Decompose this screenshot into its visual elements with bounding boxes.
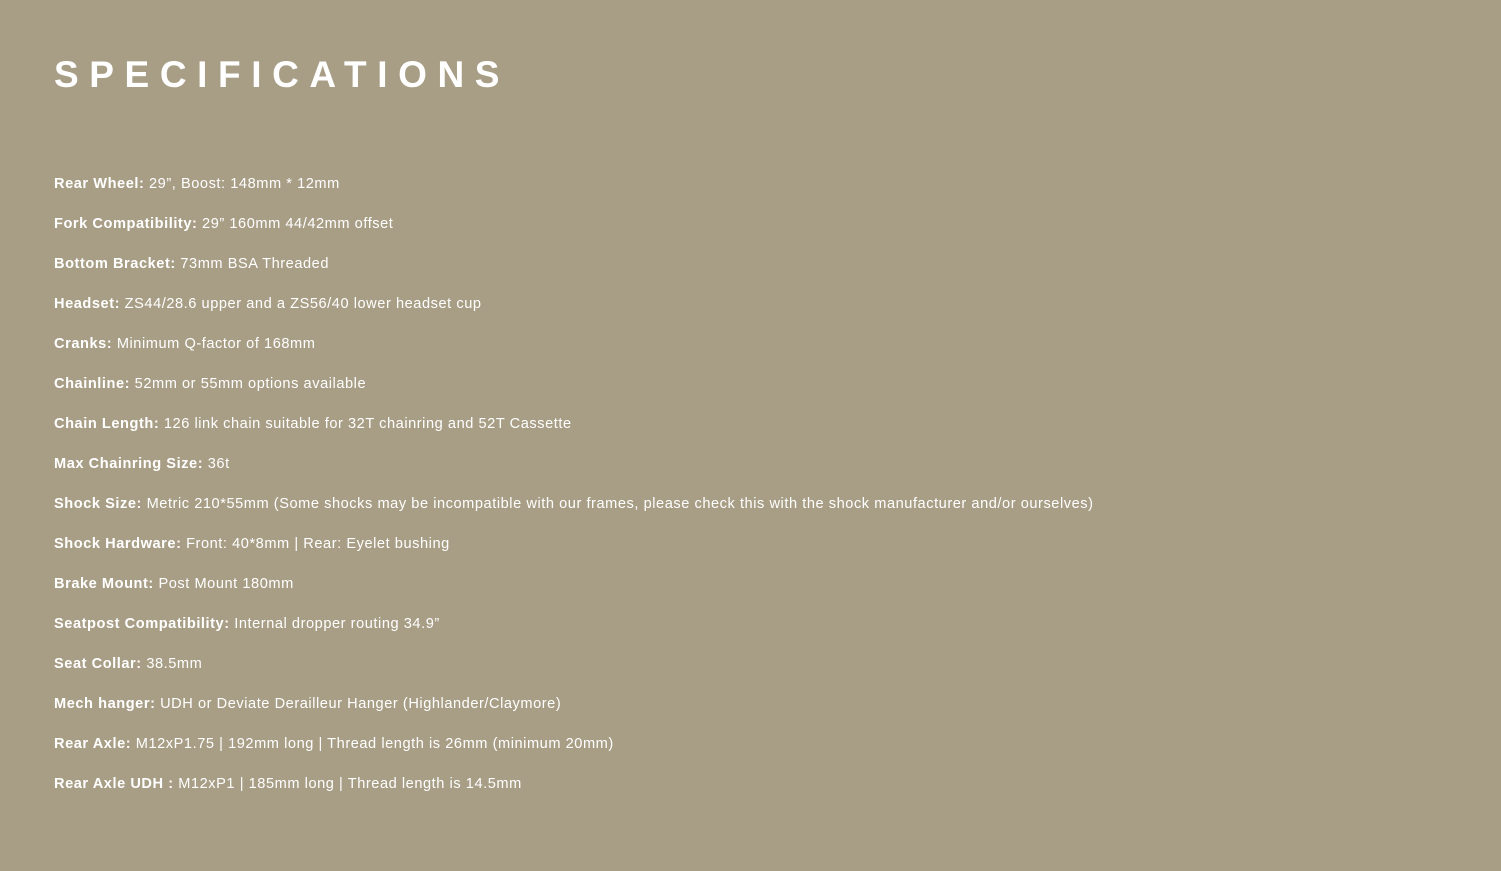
spec-label: Rear Wheel: xyxy=(54,176,145,192)
spec-bottom-bracket xyxy=(54,252,1454,292)
spec-chain-length xyxy=(54,412,1454,452)
spec-label: Fork Compatibility: xyxy=(54,216,198,232)
spec-value: 38.5mm xyxy=(146,656,203,672)
spec-value: Post Mount 180mm xyxy=(158,576,294,592)
spec-label: Rear Axle: xyxy=(54,736,132,752)
spec-mech-hanger xyxy=(54,692,1454,732)
specifications-list xyxy=(54,172,1454,812)
spec-label: Brake Mount: xyxy=(54,576,154,592)
spec-chainline xyxy=(54,372,1454,412)
spec-label: Shock Size: xyxy=(54,496,142,512)
spec-value: M12xP1 | 185mm long | Thread length is 14.5mm xyxy=(178,776,522,792)
page-title: SPECIFICATIONS xyxy=(54,54,511,95)
spec-shock-hardware xyxy=(54,532,1454,572)
spec-value: Metric 210*55mm (Some shocks may be incompatible with our frames, please check this with the shock manufacturer and/or ourselves) xyxy=(146,496,1094,512)
spec-label: Seat Collar: xyxy=(54,656,142,672)
spec-value: ZS44/28.6 upper and a ZS56/40 lower headset cup xyxy=(124,296,482,312)
spec-value: 73mm BSA Threaded xyxy=(180,256,330,272)
spec-value: 29”, Boost: 148mm * 12mm xyxy=(149,176,340,192)
spec-label: Rear Axle UDH : xyxy=(54,776,174,792)
spec-value: 29” 160mm 44/42mm offset xyxy=(202,216,394,232)
spec-value: 126 link chain suitable for 32T chainring and 52T Cassette xyxy=(163,416,572,432)
spec-max-chainring-size xyxy=(54,452,1454,492)
spec-rear-axle-udh xyxy=(54,772,1454,812)
spec-label: Chainline: xyxy=(54,376,131,392)
spec-seat-collar xyxy=(54,652,1454,692)
spec-fork-compatibility xyxy=(54,212,1454,252)
spec-value: UDH or Deviate Derailleur Hanger (Highlander/Claymore) xyxy=(160,696,562,712)
spec-value: M12xP1.75 | 192mm long | Thread length is 26mm (minimum 20mm) xyxy=(135,736,614,752)
spec-value: 36t xyxy=(207,456,230,472)
spec-label: Headset: xyxy=(54,296,121,312)
spec-label: Seatpost Compatibility: xyxy=(54,616,230,632)
spec-label: Cranks: xyxy=(54,336,113,352)
spec-label: Max Chainring Size: xyxy=(54,456,204,472)
spec-label: Bottom Bracket: xyxy=(54,256,176,272)
spec-label: Shock Hardware: xyxy=(54,536,182,552)
spec-headset xyxy=(54,292,1454,332)
spec-rear-wheel xyxy=(54,172,1454,212)
spec-value: Front: 40*8mm | Rear: Eyelet bushing xyxy=(186,536,450,552)
spec-shock-size xyxy=(54,492,1454,532)
spec-value: 52mm or 55mm options available xyxy=(134,376,367,392)
spec-seatpost-compatibility xyxy=(54,612,1454,652)
spec-rear-axle xyxy=(54,732,1454,772)
spec-label: Chain Length: xyxy=(54,416,160,432)
spec-label: Mech hanger: xyxy=(54,696,156,712)
spec-value: Internal dropper routing 34.9” xyxy=(234,616,440,632)
spec-cranks xyxy=(54,332,1454,372)
spec-brake-mount xyxy=(54,572,1454,612)
spec-value: Minimum Q-factor of 168mm xyxy=(116,336,316,352)
